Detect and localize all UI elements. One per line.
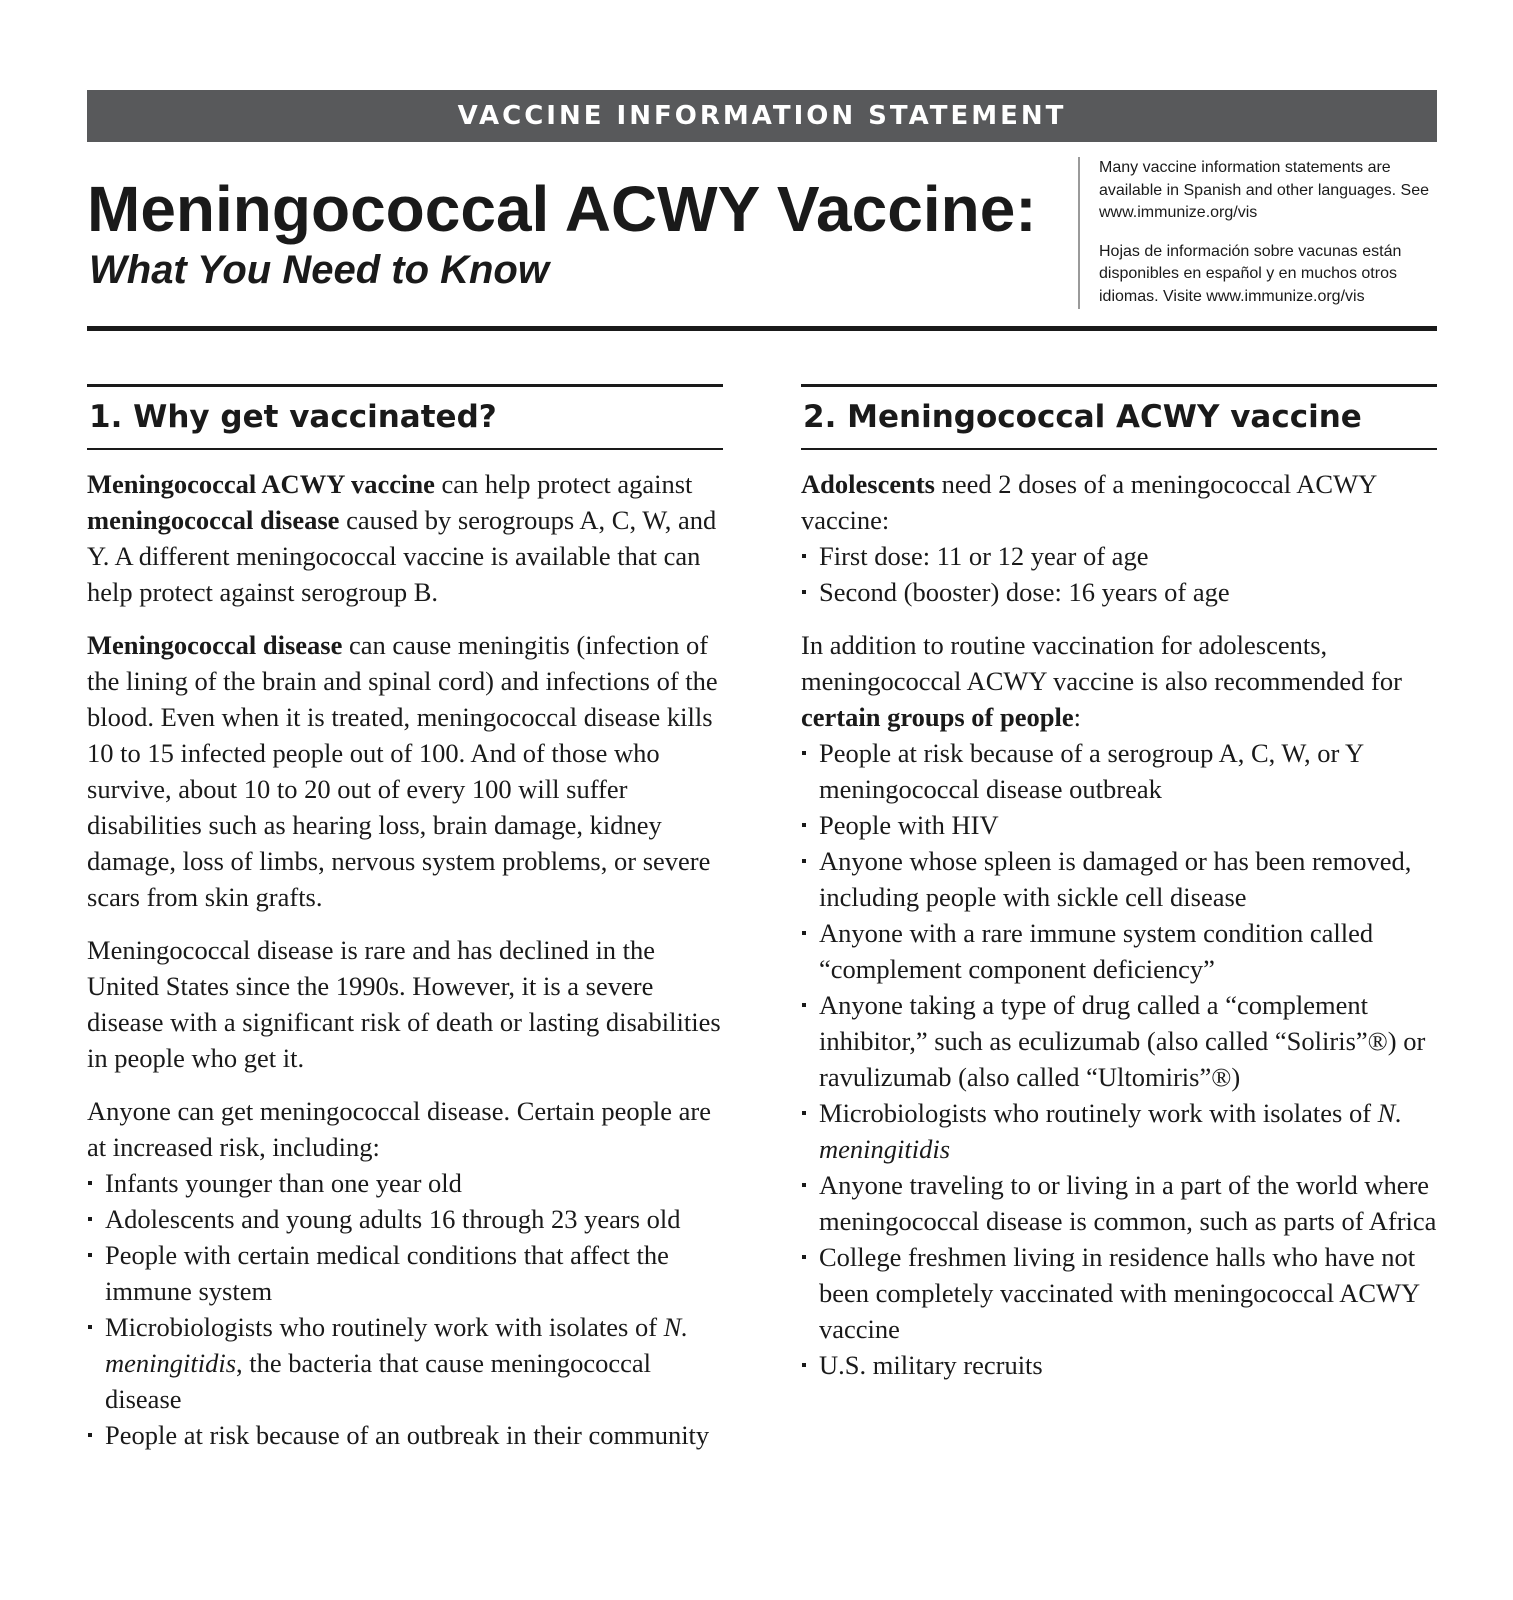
dose-list — [801, 538, 1437, 610]
section-body — [801, 466, 1437, 1383]
section-heading: 2. Meningococcal ACWY vaccine — [801, 384, 1437, 450]
paragraph — [87, 466, 723, 610]
list-item: First dose: 11 or 12 year of age — [801, 538, 1437, 574]
text: , the bacteria that cause meningococcal disease — [105, 1348, 651, 1414]
language-note — [1078, 157, 1436, 309]
text: Microbiologists who routinely work with isolates of — [105, 1312, 664, 1342]
bold-text: Adolescents — [801, 469, 935, 499]
text: : — [1073, 702, 1081, 732]
section-heading: 1. Why get vaccinated? — [87, 384, 723, 450]
list-item: Anyone with a rare immune system condition called “complement component deficiency” — [801, 915, 1437, 987]
group-list — [801, 735, 1437, 1383]
document-title: Meningococcal ACWY Vaccine: — [87, 173, 1037, 245]
text: can help protect against — [434, 469, 693, 499]
bold-text: certain groups of people — [801, 702, 1074, 732]
paragraph — [801, 627, 1437, 735]
list-item — [801, 1095, 1437, 1167]
italic-text: N. meningitidis — [105, 1312, 688, 1378]
list-item: People at risk because of a serogroup A, C, W, or Y meningococcal disease outbreak — [801, 735, 1437, 807]
list-item: People with HIV — [801, 807, 1437, 843]
document-subtitle: What You Need to Know — [89, 248, 549, 292]
section-body — [87, 466, 723, 1453]
text: In addition to routine vaccination for adolescents, meningococcal ACWY vaccine is also recommended for — [801, 630, 1402, 696]
document-banner: VACCINE INFORMATION STATEMENT — [87, 90, 1437, 142]
list-item — [87, 1309, 723, 1417]
list-item: Anyone whose spleen is damaged or has been removed, including people with sickle cell disease — [801, 843, 1437, 915]
list-item: College freshmen living in residence halls who have not been completely vaccinated with meningococcal ACWY vaccine — [801, 1239, 1437, 1347]
bold-text: meningococcal disease — [87, 505, 340, 535]
section-acwy-vaccine — [801, 384, 1437, 1383]
paragraph — [801, 466, 1437, 538]
italic-text: N. meningitidis — [819, 1098, 1402, 1164]
text: Microbiologists who routinely work with isolates of — [819, 1098, 1378, 1128]
text: need 2 doses of a meningococcal ACWY vaccine: — [801, 469, 1377, 535]
list-item: People at risk because of an outbreak in their community — [87, 1417, 723, 1453]
paragraph: Anyone can get meningococcal disease. Certain people are at increased risk, including: — [87, 1096, 711, 1162]
risk-list — [87, 1165, 723, 1453]
list-item: U.S. military recruits — [801, 1347, 1437, 1383]
list-item: Infants younger than one year old — [87, 1165, 723, 1201]
language-note-english: Many vaccine information statements are available in Spanish and other languages. See www.immunize.org/vis — [1099, 159, 1430, 221]
paragraph — [87, 627, 723, 915]
text: caused by serogroups A, C, W, and Y. A different meningococcal vaccine is available that can help protect against serogroup B. — [87, 505, 717, 607]
text: can cause meningitis (infection of the lining of the brain and spinal cord) and infections of the blood. Even when it is treated, meningococcal disease kills 10 to 15 infected people out of 100. And of those who survive, about 10 to 20 out of every 100 will suffer disabilities such as hearing loss, brain damage, kidney damage, loss of limbs, nervous system problems, or severe scars from skin grafts. — [87, 630, 718, 912]
bold-text: Meningococcal ACWY vaccine — [87, 469, 435, 499]
paragraph: Meningococcal disease is rare and has declined in the United States since the 1990s. However, it is a severe disease with a significant risk of death or lasting disabilities in people who get it. — [87, 935, 721, 1073]
bold-text: Meningococcal disease — [87, 630, 343, 660]
language-note-spanish: Hojas de información sobre vacunas están disponibles en español y en muchos otros idiomas. Visite www.immunize.org/vis — [1099, 242, 1402, 305]
list-item: Second (booster) dose: 16 years of age — [801, 574, 1437, 610]
list-item: People with certain medical conditions that affect the immune system — [87, 1237, 723, 1309]
list-item: Anyone traveling to or living in a part of the world where meningococcal disease is common, such as parts of Africa — [801, 1167, 1437, 1239]
list-item: Anyone taking a type of drug called a “complement inhibitor,” such as eculizumab (also called “Soliris”®) or ravulizumab (also called “Ultomiris”®) — [801, 987, 1437, 1095]
section-why-vaccinated — [87, 384, 723, 1453]
list-item: Adolescents and young adults 16 through 23 years old — [87, 1201, 723, 1237]
header-divider — [87, 326, 1437, 331]
